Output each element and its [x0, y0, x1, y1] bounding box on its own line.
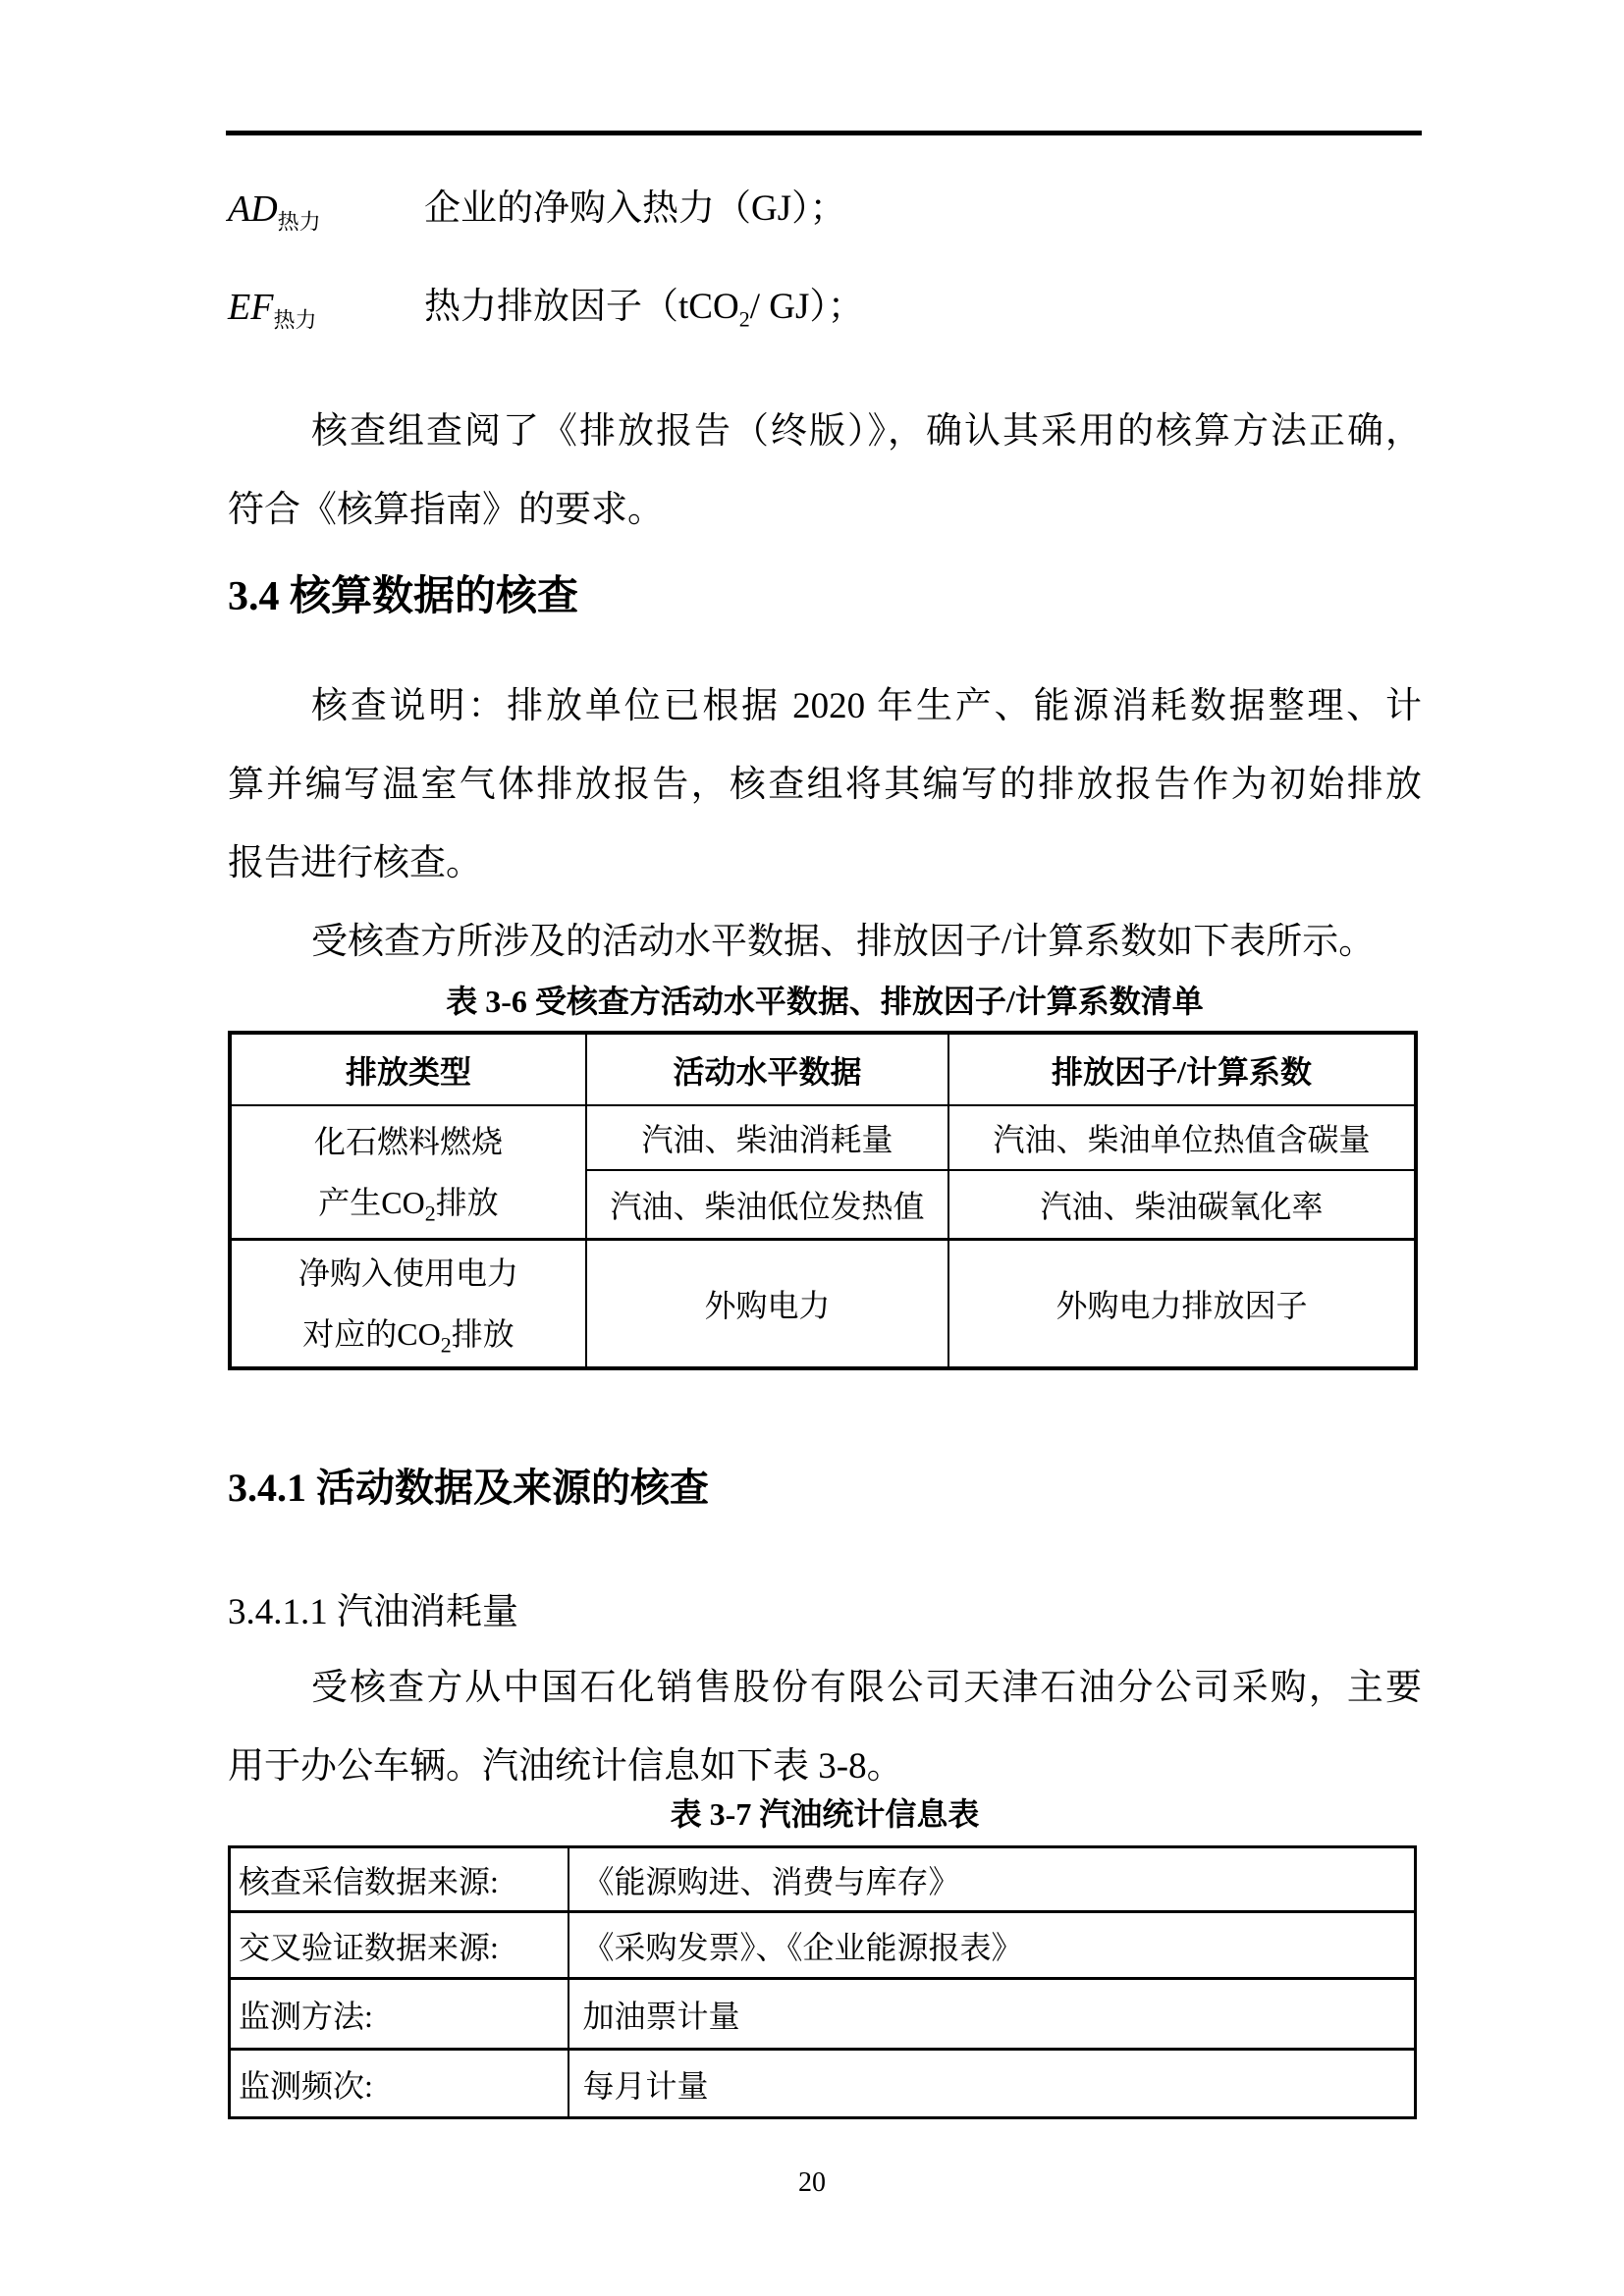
table-header-row	[230, 1033, 1416, 1105]
table-row-electricity	[230, 1239, 1416, 1368]
table-3-6-activity-data	[228, 1031, 1418, 1370]
definition-description	[424, 283, 864, 332]
page-number: 20	[798, 2167, 826, 2198]
definition-ad-heat	[228, 185, 1422, 234]
header-rule	[226, 131, 1422, 135]
definition-ef-heat	[228, 283, 1422, 332]
co2-subscript: 2	[440, 1332, 452, 1358]
paragraph-involved-data	[228, 903, 1422, 982]
section-heading-3-4-1-1: 3.4.1.1 汽油消耗量	[228, 1592, 518, 1632]
cell-factor: 外购电力排放因子	[948, 1239, 1416, 1368]
header-cell-emission-factor: 排放因子/计算系数	[948, 1033, 1416, 1105]
cell-value-monitor-method: 加油票计量	[568, 1979, 1416, 2050]
table-row-fossil-1	[230, 1105, 1416, 1170]
cell-factor: 汽油、柴油单位热值含碳量	[948, 1105, 1416, 1170]
paragraph-line: 受核查方所涉及的活动水平数据、排放因子/计算系数如下表所示。	[311, 922, 1376, 962]
cell-activity: 汽油、柴油消耗量	[586, 1105, 948, 1170]
table-3-7-gasoline-stats	[228, 1845, 1417, 2119]
cell-line: 化石燃料燃烧	[313, 1123, 503, 1159]
cell-line: 净购入使用电力	[298, 1255, 518, 1291]
term-symbol: EF	[228, 287, 274, 328]
table-row	[230, 1912, 1416, 1979]
definition-description: 企业的净购入热力（GJ）；	[424, 188, 846, 229]
cell-line: 产生$CO_2$排放	[318, 1184, 499, 1226]
paragraph-line: 核查说明：排放单位已根据 2020 年生产、能源消耗数据整理、计	[311, 686, 1422, 726]
cell-label-monitor-method: 监测方法:	[230, 1979, 568, 2050]
co2-subscript: 2	[424, 1201, 436, 1226]
paragraph-gasoline-purchase	[228, 1649, 1422, 1806]
paragraph-line: 算并编写温室气体排放报告，核查组将其编写的排放报告作为初始排放	[228, 765, 1422, 805]
term-subscript: 热力	[277, 209, 321, 235]
description-text: / GJ）；	[749, 287, 864, 327]
cell-line: 对应的$CO_2$排放	[302, 1315, 514, 1358]
co2-subscript: 2	[738, 306, 750, 332]
term-subscript: 热力	[273, 307, 317, 333]
definition-term-ef	[228, 283, 424, 332]
cell-electricity-type	[230, 1239, 586, 1368]
cell-value-cross-check: 《采购发票》、《企业能源报表》	[568, 1912, 1416, 1979]
section-heading-3-4: 3.4 核算数据的核查	[228, 574, 579, 619]
table-3-6-caption: 表 3-6 受核查方活动水平数据、排放因子/计算系数清单	[446, 984, 1204, 1019]
paragraph-line: 报告进行核查。	[228, 843, 482, 883]
cell-label-data-source: 核查采信数据来源:	[230, 1847, 568, 1912]
definition-term-ad	[228, 185, 424, 234]
paragraph-line: 核查组查阅了《排放报告（终版）》，确认其采用的核算方法正确，	[311, 411, 1422, 452]
cell-value-monitor-frequency: 每月计量	[568, 2050, 1416, 2118]
term-symbol: AD	[228, 188, 278, 230]
cell-label-cross-check: 交叉验证数据来源:	[230, 1912, 568, 1979]
description-text: 热力排放因子（tCO	[424, 287, 739, 327]
section-heading-3-4-1: 3.4.1 活动数据及来源的核查	[228, 1466, 709, 1510]
table-3-7-caption: 表 3-7 汽油统计信息表	[670, 1796, 980, 1832]
cell-activity: 外购电力	[586, 1239, 948, 1368]
paragraph-line: 受核查方从中国石化销售股份有限公司天津石油分公司采购，主要	[311, 1668, 1422, 1708]
header-cell-emission-type: 排放类型	[230, 1033, 586, 1105]
cell-value-data-source: 《能源购进、消费与库存》	[568, 1847, 1416, 1912]
cell-label-monitor-frequency: 监测频次:	[230, 2050, 568, 2118]
paragraph-line: 用于办公车辆。汽油统计信息如下表 3-8。	[228, 1746, 903, 1787]
table-row	[230, 2050, 1416, 2118]
table-row	[230, 1847, 1416, 1912]
header-cell-activity-data: 活动水平数据	[586, 1033, 948, 1105]
paragraph-review	[228, 393, 1422, 550]
table-row	[230, 1979, 1416, 2050]
paragraph-line: 符合《核算指南》的要求。	[228, 490, 664, 530]
cell-activity: 汽油、柴油低位发热值	[586, 1170, 948, 1239]
cell-fossil-type	[230, 1105, 586, 1239]
paragraph-explanation	[228, 667, 1422, 903]
cell-factor: 汽油、柴油碳氧化率	[948, 1170, 1416, 1239]
